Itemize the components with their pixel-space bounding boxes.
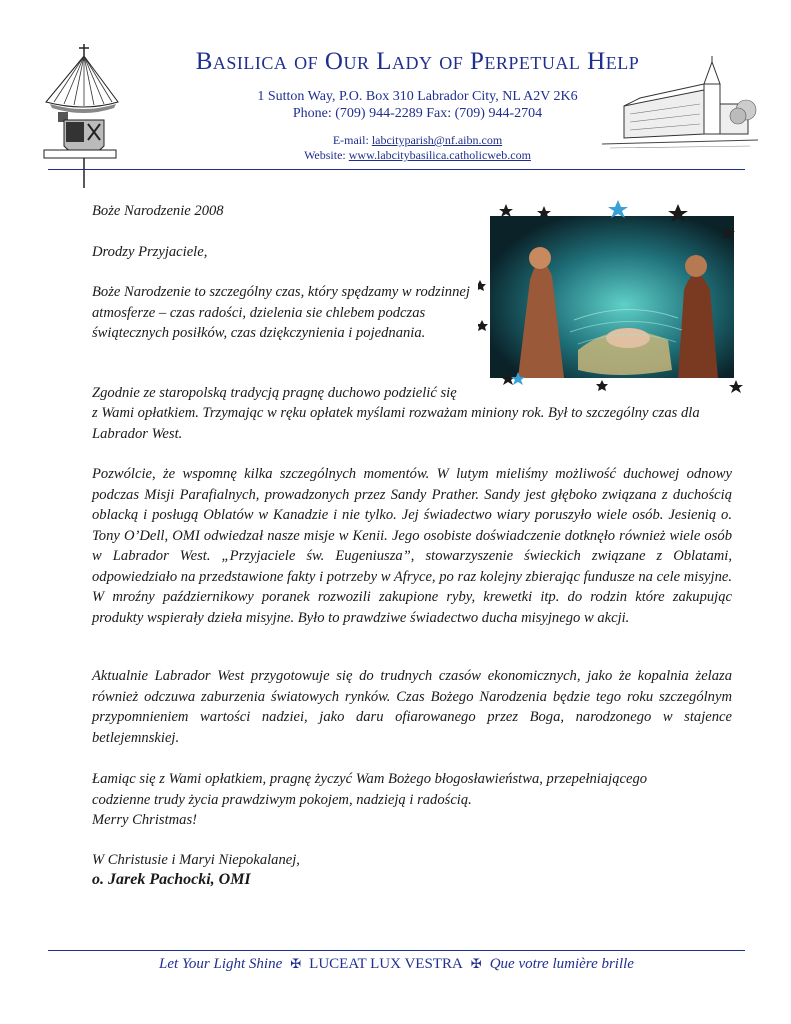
website-label: Website: xyxy=(304,148,349,162)
cross-icon: ✠ xyxy=(470,956,482,971)
motto-english: Let Your Light Shine xyxy=(159,956,283,972)
letter-paragraph-5 xyxy=(92,769,732,831)
header-divider xyxy=(48,169,745,170)
parish-address: 1 Sutton Way, P.O. Box 310 Labrador City, NL A2V 2K6 xyxy=(257,89,578,104)
coat-of-arms-logo xyxy=(40,42,120,190)
cross-icon: ✠ xyxy=(290,956,302,971)
letter-closing: W Christusie i Maryi Niepokalanej, xyxy=(92,852,300,868)
email-label: E-mail: xyxy=(332,133,372,147)
letter-paragraph-3: Pozwólcie, że wspomnę kilka szczególnych momentów. W lutym mieliśmy możliwość duchowej odnowy podczas Misji Parafialnych, prowadzonych przez Sandy Prather. Sandy jest głęboko związana z duchością oblacką i posługą Oblatów w Kanadzie i nie tylko. Jej świadectwo wiary poruszyło wiele osób. Jesienią o. Tony O’Dell, OMI odwiedzał nasze misje w Kenii. Jego osobiste doświadczenie dotknęło również wiele osób w Labrador West. „Przyjaciele św. Eugeniusza”, stowarzyszenie świeckich związane z Oblatami, odpowiedziało na przedstawione fakty i potrzeby w Afryce, po raz kolejny zbierając fundusze na cele misyjne. W mroźny październikowy poranek rozwozili zakupione ryby, krewetki itp. do rodzin które zakupując produkty wspierały dzieła misyjne. Było to prawdziwe świadectwo ducha misyjnego w akcji. xyxy=(92,466,732,626)
letter-paragraph-1: Boże Narodzenie to szczególny czas, który spędzamy w rodzinnej atmosferze – czas radości, dzielenia sie chlebem podczas świątecznych posiłków, czas dziękczynienia i pojednania. xyxy=(92,284,470,341)
paragraph-5-line-1: Łamiąc się z Wami opłatkiem, pragnę życzyć Wam Bożego błogosławieństwa, przepełniającego xyxy=(92,771,648,787)
letter-paragraph-2-line-1: Zgodnie ze staropolską tradycją pragnę duchowo podzielić się xyxy=(92,385,457,401)
parish-title: Basilica of Our Lady of Perpetual Help xyxy=(195,48,640,75)
website-link[interactable]: www.labcitybasilica.catholicweb.com xyxy=(348,148,531,162)
email-link[interactable]: labcityparish@nf.aibn.com xyxy=(371,133,503,147)
letter-date: Boże Narodzenie 2008 xyxy=(92,203,224,219)
footer-divider xyxy=(48,950,745,951)
letter-greeting: Drodzy Przyjaciele, xyxy=(92,244,208,260)
parish-phone-fax: Phone: (709) 944-2289 Fax: (709) 944-2704 xyxy=(292,106,543,121)
letter-paragraph-2-rest: z Wami opłatkiem. Trzymając w ręku opłatek myślami rozważam miniony rok. Był to szczególny czas dla Labrador West. xyxy=(92,405,700,442)
nativity-scene-photo xyxy=(478,200,748,395)
motto-french: Que votre lumière brille xyxy=(489,956,634,972)
letter-paragraph-4: Aktualnie Labrador West przygotowuje się do trudnych czasów ekonomicznych, jako że kopalnia żelaza również odczuwa zaburzenia światowych rynków. Czas Bożego Narodzenia będzie tego roku szczególnym przypomnieniem wartości nadziei, jako daru ofiarowanego przez Boga, narodzonego w stajence betlejemnskiej. xyxy=(92,668,732,746)
footer-motto xyxy=(48,956,745,973)
paragraph-5-line-3: Merry Christmas! xyxy=(92,812,197,828)
letter-signature: o. Jarek Pachocki, OMI xyxy=(92,871,251,888)
church-sketch-image xyxy=(600,54,760,154)
paragraph-5-line-2: codzienne trudy życia prawdziwym pokojem, nadzieją i radością. xyxy=(92,791,472,808)
motto-latin: LUCEAT LUX VESTRA xyxy=(309,956,463,972)
